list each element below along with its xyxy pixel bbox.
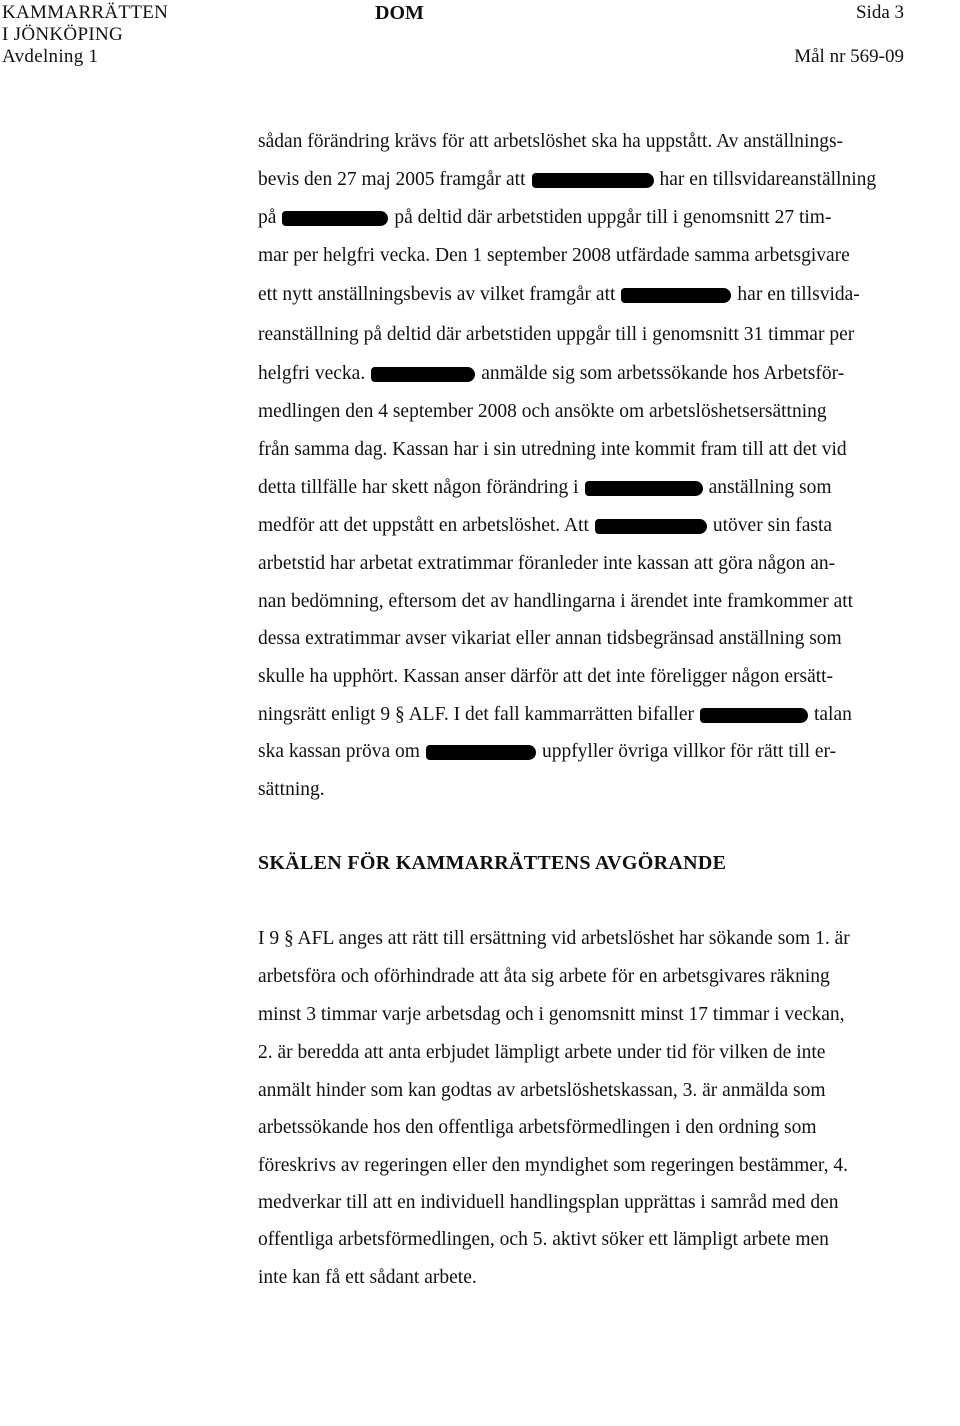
body-text: helgfri vecka. <box>258 363 366 384</box>
body-line <box>258 740 836 764</box>
section-line: föreskrivs av regeringen eller den myndighet som regeringen bestämmer, 4. <box>258 1155 848 1176</box>
body-text: uppfyller övriga villkor för rätt till er- <box>541 741 837 762</box>
body-text: dessa extratimmar avser vikariat eller annan tidsbegränsad anställning som <box>258 628 842 649</box>
body-line <box>258 206 831 230</box>
body-line <box>258 703 852 727</box>
body-text: har en tillsvida- <box>737 284 860 305</box>
body-text: arbetstid har arbetat extratimmar föranleder inte kassan att göra någon an- <box>258 553 836 574</box>
body-text: anmälde sig som arbetssökande hos Arbetsför- <box>481 363 845 384</box>
redaction-bar <box>532 173 654 188</box>
page-number: Sida 3 <box>855 2 904 23</box>
body-text: skulle ha upphört. Kassan anser därför att det inte föreligger någon ersätt- <box>258 666 834 687</box>
body-line <box>258 283 860 307</box>
section-line: 2. är beredda att anta erbjudet lämpligt arbete under tid för vilken de inte <box>258 1042 826 1063</box>
redaction-bar <box>700 708 808 723</box>
body-line <box>258 244 850 268</box>
redaction-bar <box>595 519 707 534</box>
body-line <box>258 590 853 614</box>
body-text: sådan förändring krävs för att arbetslöshet ska ha uppstått. Av anställnings- <box>258 131 844 152</box>
body-line <box>258 514 832 538</box>
section-line: offentliga arbetsförmedlingen, och 5. aktivt söker ett lämpligt arbete men <box>258 1229 829 1250</box>
section-line: arbetssökande hos den offentliga arbetsförmedlingen i den ordning som <box>258 1117 817 1138</box>
body-line <box>258 778 325 802</box>
body-text: medför att det uppstått en arbetslöshet. Att <box>258 515 589 536</box>
body-text: från samma dag. Kassan har i sin utredning inte kommit fram till att det vid <box>258 439 847 460</box>
section-heading: SKÄLEN FÖR KAMMARRÄTTENS AVGÖRANDE <box>258 852 727 874</box>
case-number: Mål nr 569-09 <box>794 46 904 67</box>
section-line: inte kan få ett sådant arbete. <box>258 1267 477 1288</box>
court-header <box>2 2 168 68</box>
body-line <box>258 476 832 500</box>
section-line: arbetsföra och oförhindrade att åta sig arbete för en arbetsgivares räkning <box>258 966 830 987</box>
body-text: ningsrätt enligt 9 § ALF. I det fall kammarrätten bifaller <box>258 704 694 725</box>
court-name-line2: I JÖNKÖPING <box>2 24 123 45</box>
body-text: på <box>258 207 277 228</box>
body-line <box>258 400 827 424</box>
body-text: reanställning på deltid där arbetstiden uppgår till i genomsnitt 31 timmar per <box>258 324 855 345</box>
body-text: ska kassan pröva om <box>258 741 420 762</box>
section-line: I 9 § AFL anges att rätt till ersättning vid arbetslöshet har sökande som 1. är <box>258 928 850 949</box>
section-line: minst 3 timmar varje arbetsdag och i genomsnitt minst 17 timmar i veckan, <box>258 1004 845 1025</box>
body-line <box>258 130 843 154</box>
court-name-line1: KAMMARRÄTTEN <box>2 2 169 23</box>
body-text: på deltid där arbetstiden uppgår till i genomsnitt 27 tim- <box>394 207 832 228</box>
section-line: anmält hinder som kan godtas av arbetslöshetskassan, 3. är anmälda som <box>258 1080 826 1101</box>
body-text: anställning som <box>708 477 832 498</box>
redaction-bar <box>426 745 536 760</box>
body-text: talan <box>813 704 852 725</box>
body-text: detta tillfälle har skett någon förändring i <box>258 477 579 498</box>
body-line <box>258 665 833 689</box>
body-text: ett nytt anställningsbevis av vilket framgår att <box>258 284 616 305</box>
body-line <box>258 627 842 651</box>
body-line <box>258 168 876 192</box>
redaction-bar <box>371 367 475 382</box>
body-text: mar per helgfri vecka. Den 1 september 2008 utfärdade samma arbetsgivare <box>258 245 850 266</box>
body-text: bevis den 27 maj 2005 framgår att <box>258 169 526 190</box>
body-line <box>258 552 835 576</box>
body-line <box>258 323 854 347</box>
redaction-bar <box>282 211 388 226</box>
page-meta <box>794 2 904 68</box>
division-label: Avdelning 1 <box>2 46 99 67</box>
body-line <box>258 438 847 462</box>
body-text: utöver sin fasta <box>712 515 833 536</box>
body-text: medlingen den 4 september 2008 och ansökte om arbetslöshetsersättning <box>258 401 827 422</box>
body-text: nan bedömning, eftersom det av handlingarna i ärendet inte framkommer att <box>258 591 854 612</box>
redaction-bar <box>621 288 731 303</box>
body-text: sättning. <box>258 779 325 800</box>
section-line: medverkar till att en individuell handlingsplan upprättas i samråd med den <box>258 1192 839 1213</box>
document-type: DOM <box>375 2 424 24</box>
body-text: har en tillsvidareanställning <box>659 169 877 190</box>
body-line <box>258 362 844 386</box>
redaction-bar <box>585 481 703 496</box>
